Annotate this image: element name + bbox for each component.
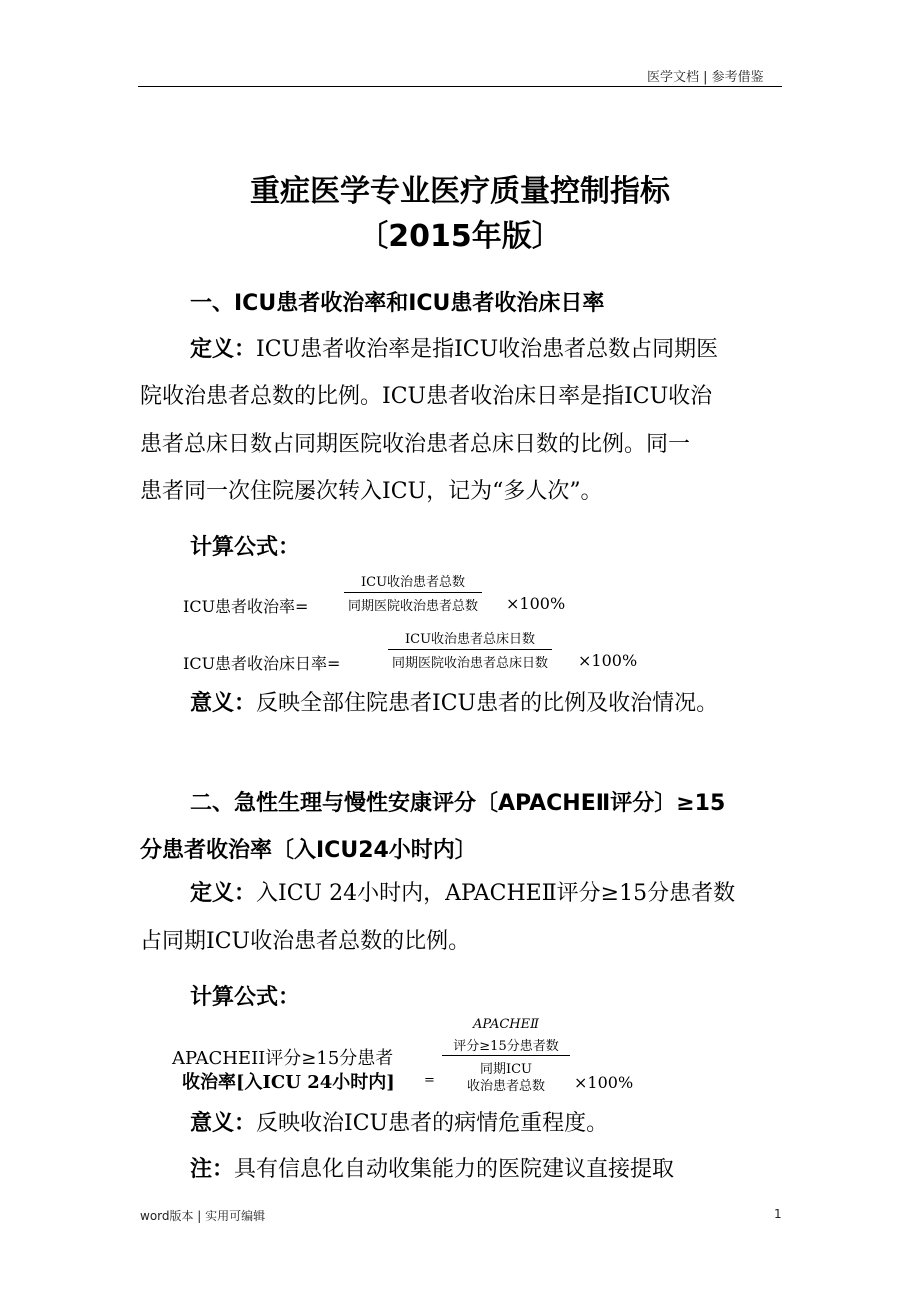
meaning-text: 反映收治ICU患者的病情危重程度。 (256, 1111, 609, 1136)
formula3-denominator-line1: 同期ICU (479, 1062, 533, 1077)
page-footer: word版本 | 实用可编辑 (140, 1209, 266, 1223)
section1-definition-line: 院收治患者总数的比例。ICU患者收治床日率是指ICU收治 (140, 384, 713, 409)
formula2-lhs: ICU患者收治床日率= (183, 654, 341, 673)
section1-definition-line: 患者总床日数占同期医院收治患者总床日数的比例。同一 (140, 432, 691, 457)
formula1-denominator: 同期医院收治患者总数 (344, 592, 482, 614)
formula1-numerator: ICU收治患者总数 (360, 575, 466, 590)
formula3-numerator-line2: 评分≥15分患者数 (453, 1039, 559, 1054)
meaning-label: 意义： (190, 1111, 257, 1136)
definition-label: 定义： (190, 881, 257, 906)
header-rule (138, 86, 782, 87)
section1-heading: 一、ICU患者收治率和ICU患者收治床日率 (190, 291, 605, 316)
document-title: 重症医学专业医疗质量控制指标 (250, 174, 670, 209)
meaning-label: 意义： (190, 691, 257, 716)
definition-text: 入ICU 24小时内，APACHEⅡ评分≥15分患者数 (256, 881, 736, 906)
formula3-numerator-line1: APACHEⅡ (473, 1017, 539, 1032)
formula3-lhs-line2: 收治率[入ICU 24小时内] (182, 1072, 395, 1093)
formula3-equals: = (424, 1073, 435, 1088)
definition-text: ICU患者收治率是指ICU收治患者总数占同期医 (256, 337, 719, 362)
formula3-lhs-line1: APACHEII评分≥15分患者 (172, 1048, 394, 1069)
section2-heading: 二、急性生理与慢性安康评分〔APACHEⅡ评分〕≥15 (190, 791, 726, 816)
formula2-numerator: ICU收治患者总床日数 (404, 632, 536, 647)
note-text: 具有信息化自动收集能力的医院建议直接提取 (234, 1157, 675, 1182)
section1-meaning (190, 680, 718, 728)
section2-definition-line (190, 870, 735, 918)
section2-heading-cont: 分患者收治率〔入ICU24小时内〕 (140, 838, 477, 863)
formula1-fraction (344, 571, 482, 614)
section1-definition-line (190, 326, 718, 374)
page-header: 医学文档 | 参考借鉴 (647, 70, 764, 85)
formula2-suffix: ×100% (578, 651, 638, 670)
formula2-denominator: 同期医院收治患者总床日数 (388, 649, 552, 671)
section2-meaning (190, 1100, 608, 1148)
meaning-text: 反映全部住院患者ICU患者的比例及收治情况。 (256, 691, 719, 716)
formula3-fraction-bar (442, 1055, 570, 1056)
section2-definition-line: 占同期ICU收治患者总数的比例。 (140, 929, 471, 954)
note-label: 注： (190, 1157, 235, 1182)
page-number: 1 (774, 1207, 782, 1221)
formula1-suffix: ×100% (506, 594, 566, 613)
formula-label: 计算公式： (190, 535, 301, 560)
section2-note (190, 1146, 674, 1194)
formula1-lhs: ICU患者收治率= (183, 597, 309, 616)
section1-definition-line: 患者同一次住院屡次转入ICU，记为“多人次”。 (140, 479, 603, 504)
formula3-suffix: ×100% (574, 1073, 634, 1092)
formula2-fraction (388, 628, 552, 671)
document-subtitle: 〔2015年版〕 (358, 219, 562, 254)
formula3-denominator-line2: 收治患者总数 (466, 1079, 545, 1094)
formula-label: 计算公式： (190, 985, 301, 1010)
definition-label: 定义： (190, 337, 257, 362)
